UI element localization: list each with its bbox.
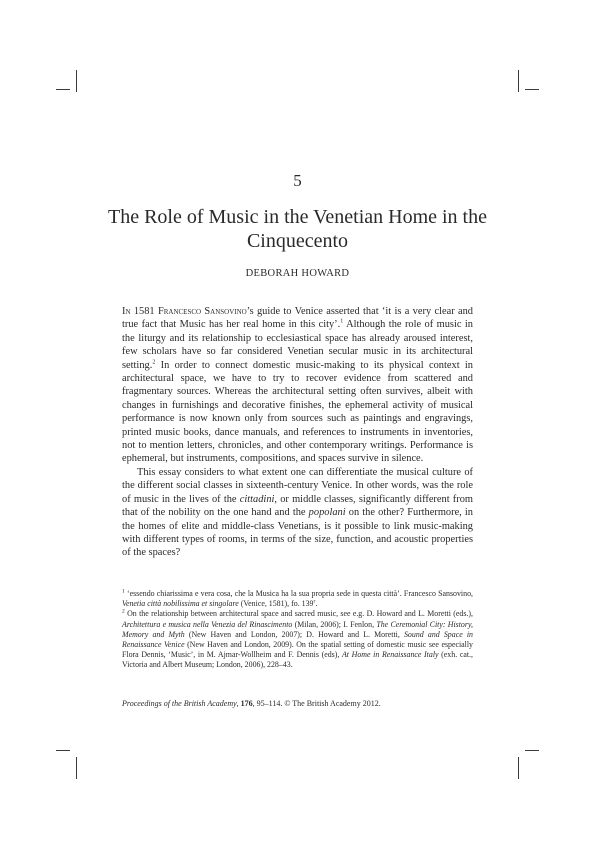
crop-mark — [525, 750, 539, 751]
footnote-marker: 1 — [122, 588, 125, 595]
body-paragraph: This essay considers to what extent one can differentiate the musical culture of the different social classes in sixteenth-century Venice. In other words, was the role of music in the lives of the cittadini, or middle classes, significantly different from that of the nobility on the one hand and the popolani on the other? Furthermore, in the homes of elite and middle-class Venetians, is it possible to link music-making with different types of rooms, in terms of the size, function, and acoustic properties of the spaces? — [122, 466, 474, 559]
footnote-ref[interactable]: 1 — [340, 318, 344, 325]
footnote-marker: 2 — [122, 608, 125, 615]
chapter-author: DEBORAH HOWARD — [245, 268, 350, 279]
chapter-number: 5 — [293, 171, 302, 190]
footnote: $^1$ ‘essendo chiarissima e vera cosa, che la Musica ha la sua propria sede in questa città’. Francesco Sansovino, Venetia città nobilissima et singolare (Venice, 1581), fo. 139$^r$. — [122, 588, 473, 609]
crop-mark — [518, 757, 519, 779]
crop-mark — [56, 89, 70, 90]
crop-mark — [525, 89, 539, 90]
footnote: $^2$ On the relationship between architectural space and sacred music, see e.g. D. Howard and L. Moretti (eds.), Architettura e musica nella Venezia del Rinascimento (Milan, 2006); I. Fenlon, The Ceremonial City: History, Memory and Myth (New Haven and London, 2007); D. Howard and L. Moretti, Sound and Space in Renaissance Venice (New Haven and London, 2009). On the spatial setting of domestic music see especially Flora Dennis, ‘Music’, in M. Ajmar-Wollheim and F. Dennis (eds), At Home in Renaissance Italy (exh. cat., Victoria and Albert Museum; London, 2006), 228–43. — [122, 608, 474, 670]
journal-citation: Proceedings of the British Academy, 176, 95–114. © The British Academy 2012. — [122, 699, 381, 708]
footnotes — [122, 589, 473, 671]
chapter-title: The Role of Music in the Venetian Home in the Cinquecento — [108, 206, 487, 252]
crop-mark — [56, 750, 70, 751]
volume-number: 176 — [240, 699, 253, 708]
crop-mark — [76, 757, 77, 779]
crop-mark — [518, 70, 519, 92]
body-text — [122, 305, 473, 560]
crop-mark — [76, 70, 77, 92]
lead-in-small-caps: In 1581 Francesco Sansovino — [122, 306, 247, 317]
footnote-ref[interactable]: 2 — [152, 359, 156, 366]
body-paragraph: In 1581 Francesco Sansovino’s guide to Venice asserted that ‘it is a very clear and true fact that Music has her real home in this city’.$^1$ Although the role of music in the liturgy and its relationship to ecclesiastical space has already aroused interest, few scholars have so far considered Venetian secular music in its architectural setting.$^2$ In order to connect domestic music-making to its physical context in architectural space, we have to try to recover evidence from scattered and fragmentary sources. Whereas the architectural setting often survives, albeit with changes in furnishings and decorative finishes, the ephemeral activity of musical performance is now known only from sources such as paintings and engravings, printed music books, dance manuals, and references to instruments in inventories, not to mention letters, chronicles, and other contemporary writings. Performance is ephemeral, but instruments, compositions, and spaces survive in silence. — [122, 306, 473, 465]
